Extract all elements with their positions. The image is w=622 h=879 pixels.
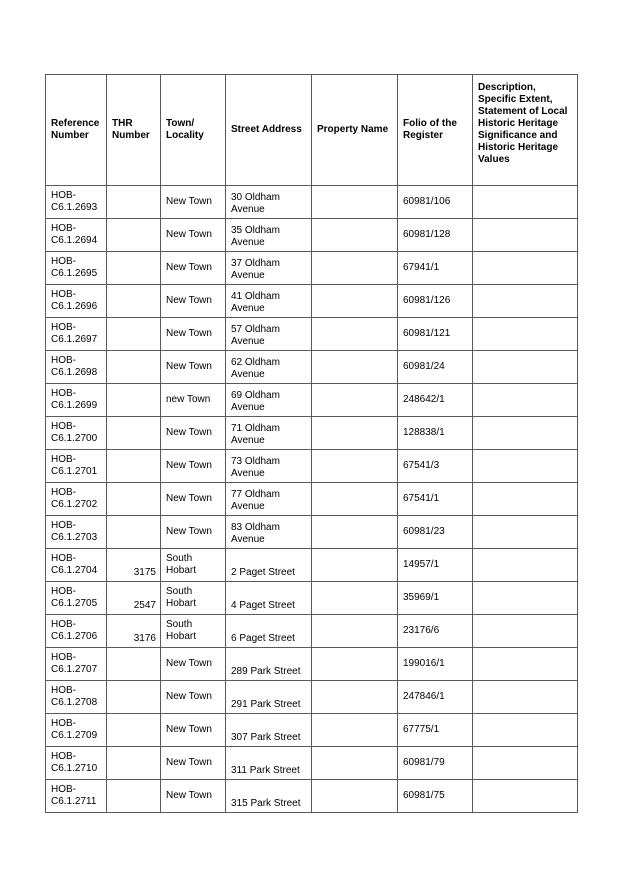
cell-thr-number — [107, 714, 161, 747]
header-town-locality: Town/ Locality — [161, 75, 226, 186]
cell-property-name — [312, 450, 398, 483]
cell-description — [473, 219, 578, 252]
cell-street-address: 315 Park Street — [226, 780, 312, 813]
cell-reference-number: HOB-C6.1.2699 — [46, 384, 107, 417]
table-body — [46, 186, 578, 813]
table-row — [46, 219, 578, 252]
cell-town-locality: New Town — [161, 252, 226, 285]
cell-property-name — [312, 285, 398, 318]
table-row — [46, 516, 578, 549]
cell-reference-number: HOB-C6.1.2704 — [46, 549, 107, 582]
cell-street-address: 289 Park Street — [226, 648, 312, 681]
heritage-register-table — [45, 74, 578, 813]
cell-street-address: 77 Oldham Avenue — [226, 483, 312, 516]
cell-description — [473, 417, 578, 450]
cell-town-locality: New Town — [161, 648, 226, 681]
table-row — [46, 615, 578, 648]
cell-description — [473, 285, 578, 318]
cell-description — [473, 747, 578, 780]
cell-town-locality: new Town — [161, 384, 226, 417]
cell-folio: 23176/6 — [398, 615, 473, 648]
cell-folio: 67775/1 — [398, 714, 473, 747]
cell-description — [473, 780, 578, 813]
cell-property-name — [312, 780, 398, 813]
cell-folio: 67941/1 — [398, 252, 473, 285]
cell-reference-number: HOB-C6.1.2711 — [46, 780, 107, 813]
table-row — [46, 450, 578, 483]
cell-description — [473, 318, 578, 351]
cell-property-name — [312, 318, 398, 351]
cell-town-locality: New Town — [161, 714, 226, 747]
cell-reference-number: HOB-C6.1.2694 — [46, 219, 107, 252]
cell-property-name — [312, 483, 398, 516]
cell-thr-number — [107, 186, 161, 219]
cell-property-name — [312, 351, 398, 384]
cell-description — [473, 384, 578, 417]
cell-thr-number — [107, 252, 161, 285]
cell-town-locality: South Hobart — [161, 615, 226, 648]
cell-town-locality: New Town — [161, 318, 226, 351]
cell-property-name — [312, 714, 398, 747]
cell-town-locality: New Town — [161, 483, 226, 516]
cell-thr-number: 3175 — [107, 549, 161, 582]
cell-reference-number: HOB-C6.1.2696 — [46, 285, 107, 318]
table-row — [46, 483, 578, 516]
header-street-address: Street Address — [226, 75, 312, 186]
cell-description — [473, 351, 578, 384]
cell-street-address: 30 Oldham Avenue — [226, 186, 312, 219]
cell-description — [473, 549, 578, 582]
cell-street-address: 37 Oldham Avenue — [226, 252, 312, 285]
cell-description — [473, 483, 578, 516]
cell-property-name — [312, 186, 398, 219]
cell-folio: 67541/1 — [398, 483, 473, 516]
table-row — [46, 648, 578, 681]
cell-property-name — [312, 549, 398, 582]
cell-thr-number — [107, 648, 161, 681]
cell-reference-number: HOB-C6.1.2705 — [46, 582, 107, 615]
cell-town-locality: New Town — [161, 747, 226, 780]
cell-property-name — [312, 681, 398, 714]
cell-thr-number — [107, 747, 161, 780]
cell-thr-number — [107, 384, 161, 417]
cell-town-locality: New Town — [161, 219, 226, 252]
cell-street-address: 291 Park Street — [226, 681, 312, 714]
table-row — [46, 780, 578, 813]
cell-property-name — [312, 384, 398, 417]
cell-reference-number: HOB-C6.1.2698 — [46, 351, 107, 384]
cell-folio: 14957/1 — [398, 549, 473, 582]
cell-folio: 60981/75 — [398, 780, 473, 813]
cell-property-name — [312, 417, 398, 450]
cell-street-address: 69 Oldham Avenue — [226, 384, 312, 417]
cell-description — [473, 450, 578, 483]
table-row — [46, 285, 578, 318]
cell-thr-number: 3176 — [107, 615, 161, 648]
table-row — [46, 252, 578, 285]
cell-description — [473, 582, 578, 615]
cell-reference-number: HOB-C6.1.2695 — [46, 252, 107, 285]
cell-town-locality: New Town — [161, 516, 226, 549]
cell-description — [473, 648, 578, 681]
cell-street-address: 307 Park Street — [226, 714, 312, 747]
cell-reference-number: HOB-C6.1.2701 — [46, 450, 107, 483]
cell-description — [473, 615, 578, 648]
cell-property-name — [312, 219, 398, 252]
cell-folio: 60981/106 — [398, 186, 473, 219]
cell-street-address: 41 Oldham Avenue — [226, 285, 312, 318]
cell-street-address: 62 Oldham Avenue — [226, 351, 312, 384]
cell-thr-number — [107, 318, 161, 351]
cell-property-name — [312, 516, 398, 549]
cell-folio: 35969/1 — [398, 582, 473, 615]
cell-reference-number: HOB-C6.1.2697 — [46, 318, 107, 351]
cell-folio: 199016/1 — [398, 648, 473, 681]
header-folio: Folio of the Register — [398, 75, 473, 186]
cell-reference-number: HOB-C6.1.2709 — [46, 714, 107, 747]
cell-street-address: 6 Paget Street — [226, 615, 312, 648]
header-reference-number: Reference Number — [46, 75, 107, 186]
cell-folio: 67541/3 — [398, 450, 473, 483]
table-row — [46, 747, 578, 780]
table-row — [46, 714, 578, 747]
cell-folio: 60981/126 — [398, 285, 473, 318]
cell-town-locality: New Town — [161, 780, 226, 813]
cell-thr-number — [107, 417, 161, 450]
cell-description — [473, 516, 578, 549]
header-thr-number: THR Number — [107, 75, 161, 186]
cell-street-address: 2 Paget Street — [226, 549, 312, 582]
cell-town-locality: South Hobart — [161, 582, 226, 615]
cell-thr-number — [107, 450, 161, 483]
table-row — [46, 681, 578, 714]
table-row — [46, 318, 578, 351]
cell-town-locality: New Town — [161, 186, 226, 219]
cell-reference-number: HOB-C6.1.2707 — [46, 648, 107, 681]
table-row — [46, 384, 578, 417]
header-description: Description, Specific Extent, Statement of Local Historic Heritage Significance and Historic Heritage Values — [473, 75, 578, 186]
cell-reference-number: HOB-C6.1.2710 — [46, 747, 107, 780]
cell-property-name — [312, 615, 398, 648]
cell-reference-number: HOB-C6.1.2702 — [46, 483, 107, 516]
cell-thr-number — [107, 351, 161, 384]
cell-reference-number: HOB-C6.1.2700 — [46, 417, 107, 450]
cell-property-name — [312, 582, 398, 615]
table-row — [46, 582, 578, 615]
cell-folio: 247846/1 — [398, 681, 473, 714]
cell-street-address: 35 Oldham Avenue — [226, 219, 312, 252]
cell-folio: 60981/128 — [398, 219, 473, 252]
table-row — [46, 417, 578, 450]
header-row — [46, 75, 578, 186]
cell-thr-number — [107, 483, 161, 516]
table-row — [46, 186, 578, 219]
cell-street-address: 4 Paget Street — [226, 582, 312, 615]
cell-town-locality: New Town — [161, 681, 226, 714]
cell-town-locality: New Town — [161, 417, 226, 450]
cell-reference-number: HOB-C6.1.2708 — [46, 681, 107, 714]
cell-description — [473, 714, 578, 747]
cell-street-address: 57 Oldham Avenue — [226, 318, 312, 351]
cell-street-address: 71 Oldham Avenue — [226, 417, 312, 450]
cell-property-name — [312, 648, 398, 681]
cell-town-locality: New Town — [161, 351, 226, 384]
cell-folio: 248642/1 — [398, 384, 473, 417]
cell-description — [473, 681, 578, 714]
cell-property-name — [312, 252, 398, 285]
header-property-name: Property Name — [312, 75, 398, 186]
cell-town-locality: New Town — [161, 450, 226, 483]
cell-thr-number — [107, 780, 161, 813]
cell-thr-number: 2547 — [107, 582, 161, 615]
cell-town-locality: South Hobart — [161, 549, 226, 582]
cell-description — [473, 252, 578, 285]
cell-folio: 60981/24 — [398, 351, 473, 384]
table-row — [46, 549, 578, 582]
cell-folio: 60981/79 — [398, 747, 473, 780]
cell-description — [473, 186, 578, 219]
cell-folio: 60981/121 — [398, 318, 473, 351]
cell-thr-number — [107, 681, 161, 714]
cell-folio: 128838/1 — [398, 417, 473, 450]
cell-street-address: 83 Oldham Avenue — [226, 516, 312, 549]
table-row — [46, 351, 578, 384]
cell-thr-number — [107, 285, 161, 318]
cell-reference-number: HOB-C6.1.2706 — [46, 615, 107, 648]
cell-town-locality: New Town — [161, 285, 226, 318]
cell-property-name — [312, 747, 398, 780]
cell-street-address: 311 Park Street — [226, 747, 312, 780]
cell-folio: 60981/23 — [398, 516, 473, 549]
cell-reference-number: HOB-C6.1.2703 — [46, 516, 107, 549]
cell-thr-number — [107, 219, 161, 252]
cell-street-address: 73 Oldham Avenue — [226, 450, 312, 483]
cell-reference-number: HOB-C6.1.2693 — [46, 186, 107, 219]
cell-thr-number — [107, 516, 161, 549]
